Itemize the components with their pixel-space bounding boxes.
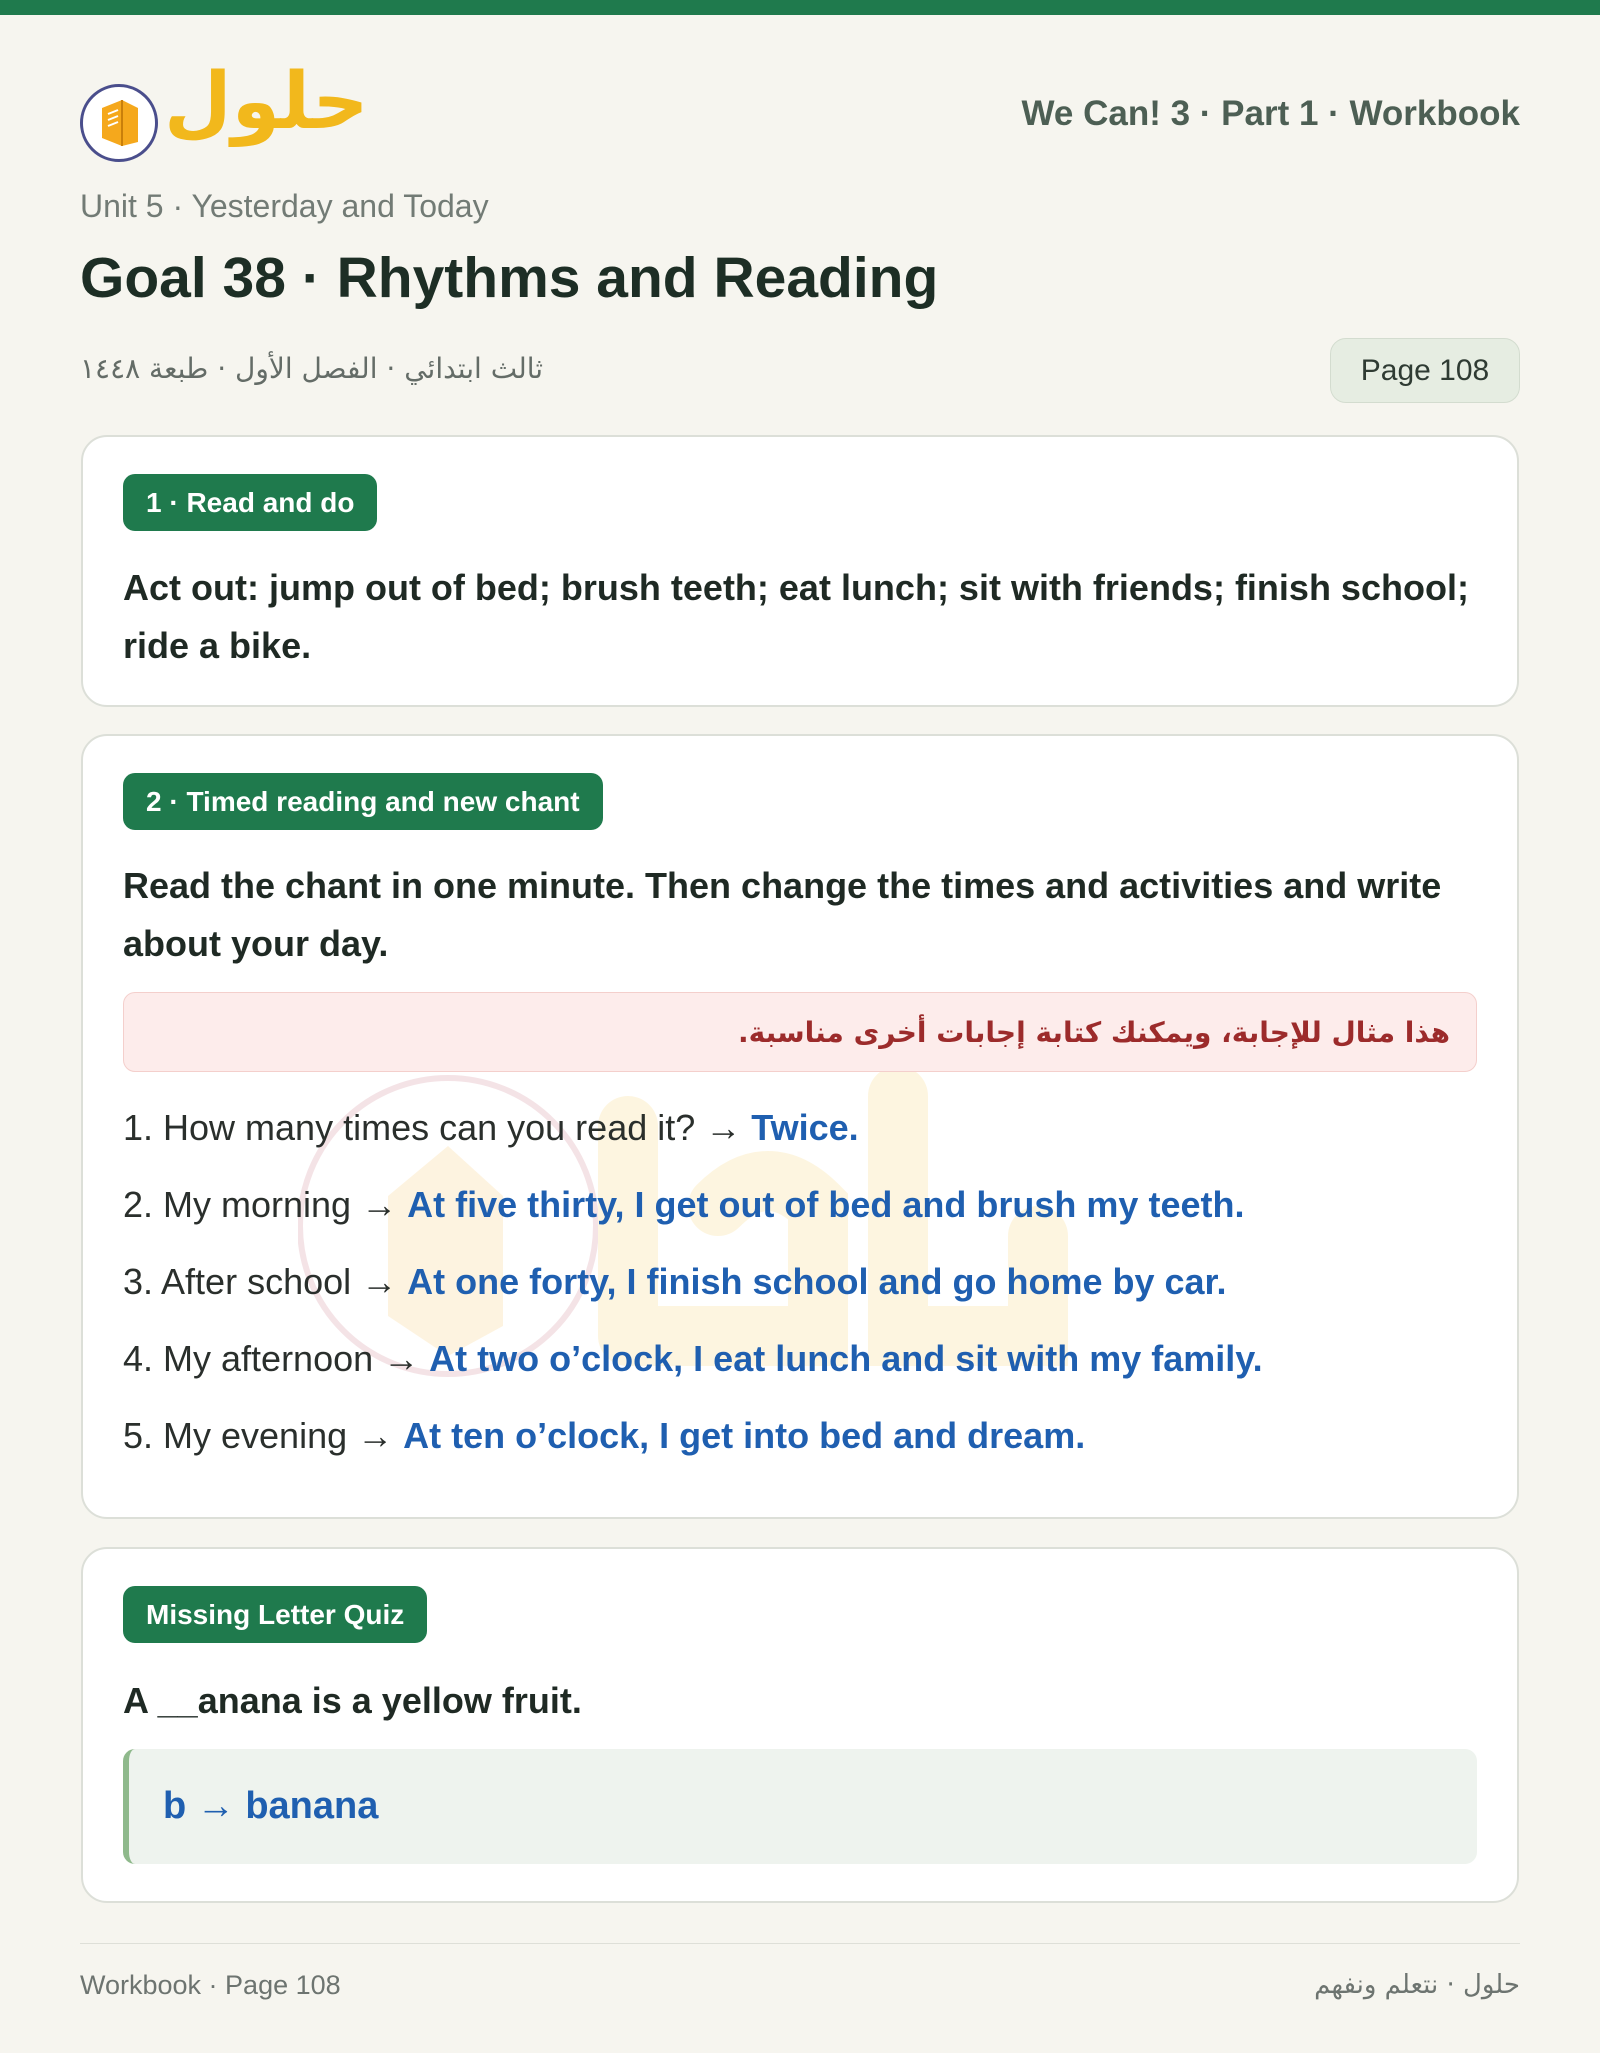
logo-wordmark: حلول — [164, 57, 369, 147]
site-logo[interactable] — [78, 57, 369, 166]
unit-label: Unit 5 · Yesterday and Today — [80, 188, 489, 224]
exercise-instruction: Act out: jump out of bed; brush teeth; eat lunch; sit with friends; finish school; ride a bike. — [123, 567, 1469, 666]
item-answer: At five thirty, I get out of bed and brush my teeth. — [407, 1184, 1245, 1225]
sample-answer-note: هذا مثال للإجابة، ويمكنك كتابة إجابات أخرى مناسبة. — [123, 992, 1477, 1072]
footer-brand-tagline: حلول · نتعلم ونفهم — [1314, 1970, 1520, 2000]
grade-subtitle: ثالث ابتدائي · الفصل الأول · طبعة ١٤٤٨ — [80, 352, 544, 385]
list-item — [123, 1414, 1477, 1458]
item-prompt: 2. My morning → — [123, 1184, 408, 1225]
item-answer: At ten o’clock, I get into bed and dream. — [403, 1415, 1086, 1456]
item-answer: At one forty, I finish school and go home by car. — [407, 1261, 1227, 1302]
list-item — [123, 1337, 1477, 1381]
exercise-label: 2 · Timed reading and new chant — [123, 773, 603, 830]
list-item — [123, 1106, 1477, 1150]
exercise-label: 1 · Read and do — [123, 474, 377, 531]
series-title: We Can! 3 · Part 1 · Workbook — [1021, 94, 1520, 133]
list-item — [123, 1183, 1477, 1227]
item-answer: At two o’clock, I eat lunch and sit with my family. — [429, 1338, 1263, 1379]
footer-divider — [80, 1943, 1520, 1944]
list-item — [123, 1260, 1477, 1304]
item-prompt: 3. After school → — [123, 1261, 408, 1302]
item-answer: Twice. — [751, 1107, 859, 1148]
top-accent-bar — [0, 0, 1600, 15]
exercise-instruction: Read the chant in one minute. Then change the times and activities and write about your day. — [123, 865, 1442, 964]
item-prompt: 5. My evening → — [123, 1415, 404, 1456]
footer-page-info: Workbook · Page 108 — [80, 1970, 341, 2000]
item-prompt: 4. My afternoon → — [123, 1338, 430, 1379]
quiz-answer: b → banana — [123, 1749, 1477, 1864]
exercise-label: Missing Letter Quiz — [123, 1586, 427, 1643]
page-number-badge: Page 108 — [1330, 338, 1520, 403]
exercise-card-timed-reading — [81, 734, 1519, 1519]
exercise-card-read-and-do — [81, 435, 1519, 707]
item-prompt: 1. How many times can you read it? → — [123, 1107, 752, 1148]
book-icon — [98, 98, 142, 148]
quiz-question: A __anana is a yellow fruit. — [123, 1680, 582, 1721]
page-title: Goal 38 · Rhythms and Reading — [80, 246, 939, 310]
missing-letter-quiz-card — [81, 1547, 1519, 1903]
